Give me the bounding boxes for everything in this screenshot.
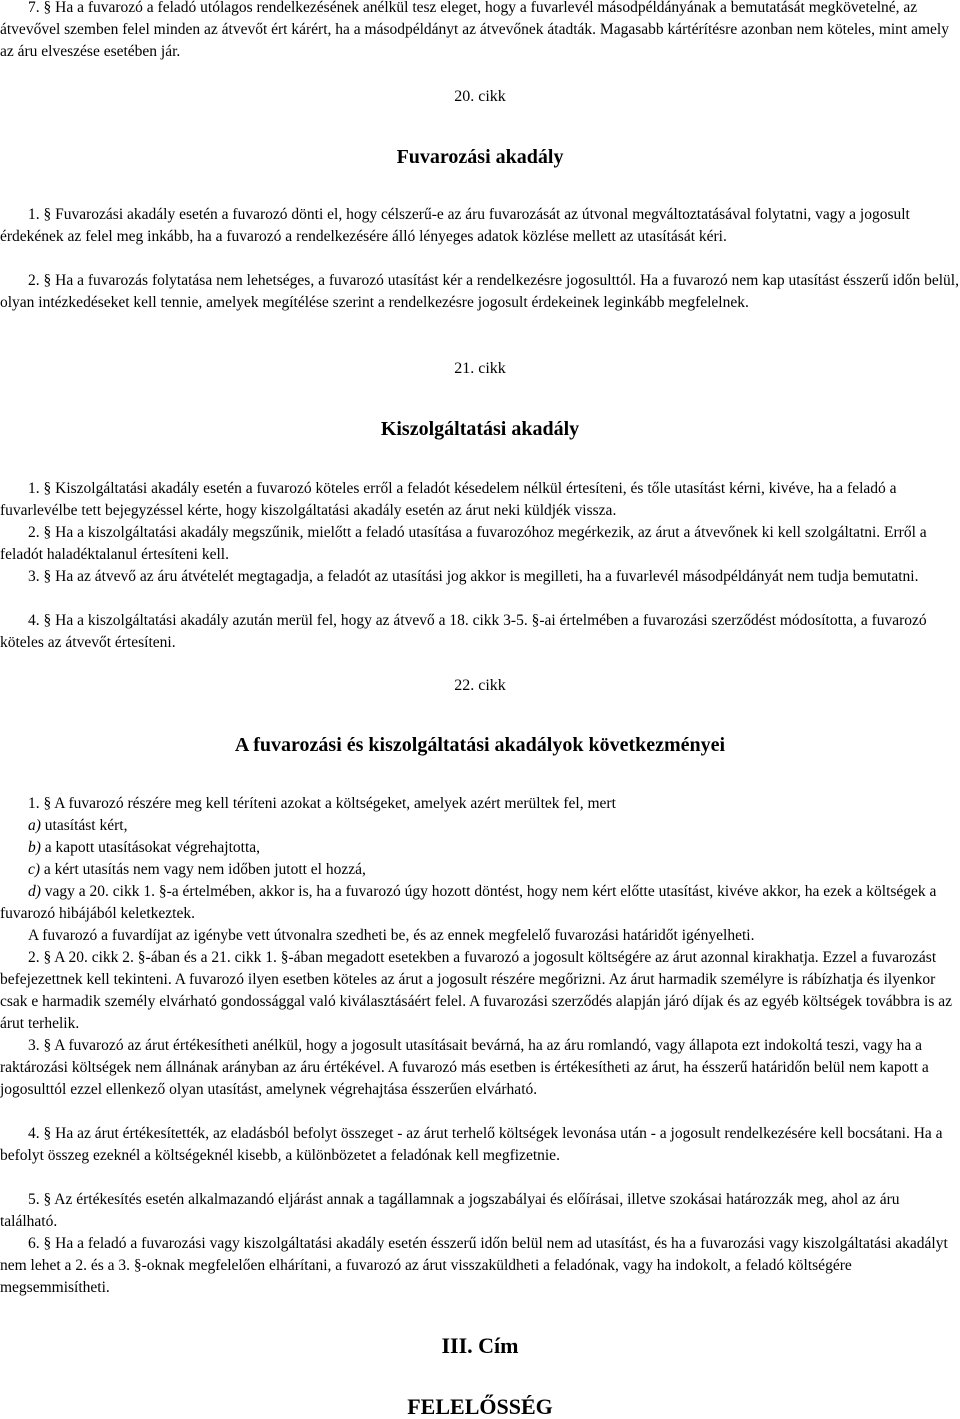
paragraph-7: 7. § Ha a fuvarozó a feladó utólagos rendelkezésének anélkül tesz eleget, hogy a fuvarlevél másodpéldányának a bemutatását megkövetelné, az átvevővel szemben felel minden az átvevőt ért kárért, ha a másodpéldányt az átvevőnek átadták. Magasabb kártérítésre azonban nem köteles, mint amely az áru elveszése esetében jár. — [0, 0, 949, 60]
section-liability-heading: FELELŐSSÉG — [407, 1394, 553, 1419]
list-marker-d: d) — [28, 883, 41, 900]
art21-para-3: 3. § Ha az átvevő az áru átvételét megtagadja, a feladót az utasítási jog akkor is megilleti, ha a fuvarlevél másodpéldányát nem tudja bemutatni. — [28, 568, 919, 585]
article-20-title: Fuvarozási akadály — [396, 146, 564, 168]
list-marker-b: b) — [28, 839, 41, 856]
list-item-d — [0, 881, 960, 925]
title-iii-heading: III. Cím — [441, 1333, 519, 1358]
art22-para-6: 6. § Ha a feladó a fuvarozási vagy kiszolgáltatási akadály esetén ésszerű időn belül nem ad utasítást, és ha a fuvarozási vagy kiszolgáltatási akadályt nem lehet a 2. és a 3. §-oknak megfelelően elhárítani, a fuvarozó az árut visszaküldheti a feladónak, vagy ha indokolt, a feladó költségére megsemmisítheti. — [0, 1235, 948, 1296]
list-item-c-text: a kért utasítás nem vagy nem időben jutott el hozzá, — [43, 861, 366, 878]
art21-para-2: 2. § Ha a kiszolgáltatási akadály megszűnik, mielőtt a feladó utasítása a fuvarozóhoz megérkezik, az árut a átvevőnek ki kell szolgáltatni. Erről a feladót haladéktalanul értesíteni kell. — [0, 524, 927, 563]
art22-para-2: 2. § A 20. cikk 2. §-ában és a 21. cikk 1. §-ában megadott esetekben a fuvarozó a jogosult költségére az árut azonnal kirakhatja. Ezzel a fuvarozást befejezettnek kell tekinteni. A fuvarozó ilyen esetben köteles az árut a jogosult részére megőrizni. Az árut harmadik személyre is rábízhatja és ilyenkor csak e harmadik személy elvárható gondossággal való kiválasztásáért felel. A fuvarozási szerződés alapján járó díjak és az egyéb költségek továbbra is az árut terhelik. — [0, 949, 953, 1032]
list-item-c — [28, 859, 958, 881]
list-item-d-text: vagy a 20. cikk 1. §-a értelmében, akkor is, ha a fuvarozó úgy hozott döntést, hogy nem kért előtte utasítást, kivéve akkor, ha ezek a költségek a fuvarozó hibájából keletkeztek. — [0, 883, 937, 922]
article-20-heading: 20. cikk — [454, 88, 506, 105]
list-item-b — [28, 837, 958, 859]
list-marker-c: c) — [28, 861, 41, 878]
list-item-b-text: a kapott utasításokat végrehajtotta, — [44, 839, 261, 856]
list-marker-a: a) — [28, 817, 41, 834]
art21-para-1: 1. § Kiszolgáltatási akadály esetén a fuvarozó köteles erről a feladót késedelem nélkül értesíteni, és tőle utasítást kérni, kivéve, ha a feladó a fuvarlevélbe tett bejegyzéssel kérte, hogy kiszolgáltatási akadály esetén az árut neki küldjék vissza. — [0, 480, 897, 519]
art22-para-1-fare: A fuvarozó a fuvardíjat az igénybe vett útvonalra szedheti be, és az ennek megfelelő fuvarozási határidőt igényelheti. — [28, 927, 755, 944]
art22-para-4: 4. § Ha az árut értékesítették, az eladásból befolyt összeget - az árut terhelő költségek levonása után - a jogosult rendelkezésére kell bocsátani. Ha a befolyt összeg ezeknél a költségeknél kisebb, a különbözetet a feladónak kell megfizetnie. — [0, 1125, 943, 1164]
art21-para-4: 4. § Ha a kiszolgáltatási akadály azután merül fel, hogy az átvevő a 18. cikk 3-5. §-ai értelmében a fuvarozási szerződést módosította, a fuvarozó köteles az átvevőt értesíteni. — [0, 612, 927, 651]
art20-para-1: 1. § Fuvarozási akadály esetén a fuvarozó dönti el, hogy célszerű-e az áru fuvarozását az útvonal megváltoztatásával folytatni, vagy a jogosult érdekének az felel meg inkább, ha a fuvarozó a rendelkezésére álló lényeges adatok közlése mellett az utasítását kéri. — [0, 206, 910, 245]
art22-para-5: 5. § Az értékesítés esetén alkalmazandó eljárást annak a tagállamnak a jogszabályai és előírásai, illetve szokásai határozzák meg, ahol az áru található. — [0, 1191, 900, 1230]
article-21-title: Kiszolgáltatási akadály — [380, 418, 580, 440]
article-22-title: A fuvarozási és kiszolgáltatási akadályok következményei — [234, 734, 726, 756]
article-21-heading: 21. cikk — [454, 360, 506, 377]
art22-para-1-intro: 1. § A fuvarozó részére meg kell téríteni azokat a költségeket, amelyek azért merültek fel, mert — [28, 795, 616, 812]
list-item-a-text: utasítást kért, — [44, 817, 128, 834]
article-22-heading: 22. cikk — [454, 677, 506, 694]
art20-para-2: 2. § Ha a fuvarozás folytatása nem lehetséges, a fuvarozó utasítást kér a rendelkezésre jogosulttól. Ha a fuvarozó nem kap utasítást ésszerű időn belül, olyan intézkedéseket kell tennie, amelyek megítélése szerint a rendelkezésre jogosult érdekeinek leginkább megfelelnek. — [0, 272, 959, 311]
list-item-a — [28, 815, 958, 837]
art22-para-3: 3. § A fuvarozó az árut értékesítheti anélkül, hogy a jogosult utasításait bevárná, ha az áru romlandó, vagy állapota ezt indokoltá teszi, vagy ha a raktározási költségek nem állnának arányban az áru értékével. A fuvarozó más esetben is értékesítheti az árut, ha ésszerű határidőn belül nem kapott a jogosulttól ezzel ellenkező olyan utasítást, amelynek végrehajtása ésszerűen elvárható. — [0, 1037, 929, 1098]
